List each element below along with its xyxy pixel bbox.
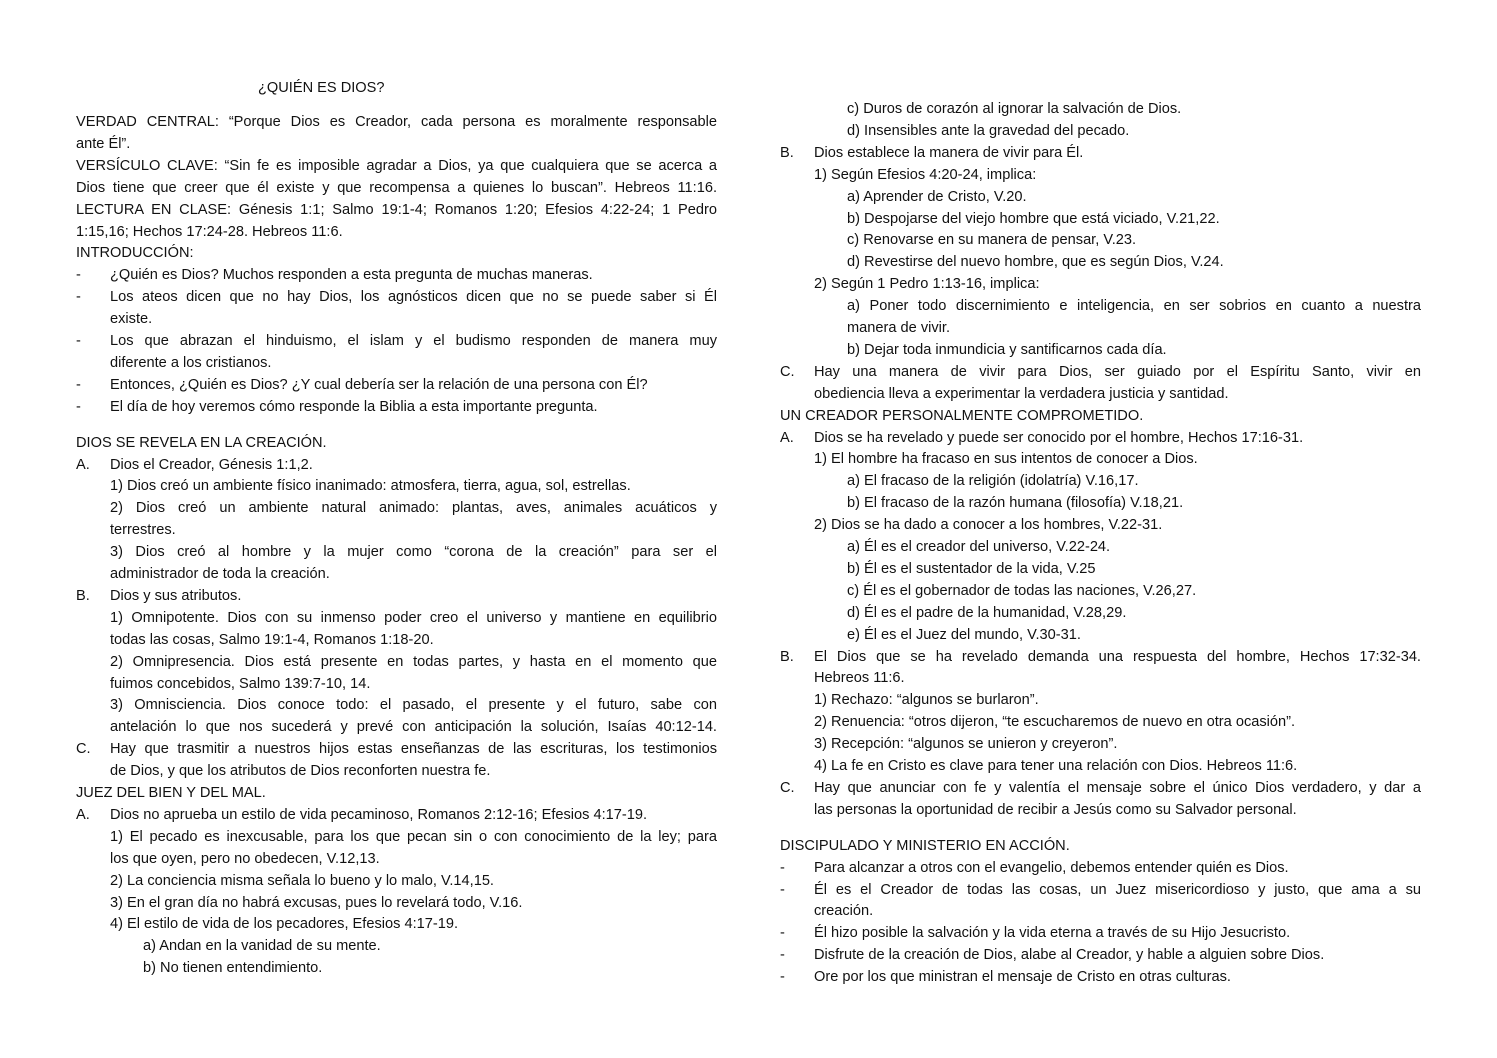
text-line [780, 274, 1421, 295]
text-line [76, 761, 717, 782]
line-text: 3) Recepción: “algunos se unieron y creyeron”. [814, 736, 1118, 753]
text-line [780, 143, 1421, 164]
text-line [76, 827, 717, 848]
text-line [76, 652, 717, 673]
text-line [76, 630, 717, 651]
list-marker: - [780, 969, 785, 986]
text-line [76, 222, 717, 243]
line-text: VERDAD CENTRAL: “Porque Dios es Creador, cada persona es moralmente responsable [76, 114, 717, 130]
text-line [76, 156, 717, 177]
line-text: 3) En el gran día no habrá excusas, pues lo revelará todo, V.16. [110, 894, 523, 911]
line-text: 1:15,16; Hechos 17:24-28. Hebreos 11:6. [76, 223, 343, 240]
line-text: Hebreos 11:6. [814, 670, 905, 687]
text-line [780, 712, 1421, 733]
text-line [780, 603, 1421, 624]
text-line [76, 433, 717, 454]
text-line [76, 520, 717, 541]
line-text: DIOS SE REVELA EN LA CREACIÓN. [76, 434, 327, 451]
list-marker: - [76, 289, 81, 306]
line-text: 1) El hombre ha fracaso en sus intentos de conocer a Dios. [814, 451, 1198, 468]
text-line [76, 958, 717, 979]
line-text: DISCIPULADO Y MINISTERIO EN ACCIÓN. [780, 837, 1070, 854]
text-line [780, 581, 1421, 602]
list-marker: - [76, 333, 81, 349]
line-text: Los que abrazan el hinduismo, el islam y el budismo responden de manera muy [110, 333, 717, 349]
list-marker: - [76, 398, 81, 415]
text-line [76, 455, 717, 476]
text-line [780, 318, 1421, 339]
list-marker: A. [76, 806, 90, 823]
line-text: las personas la oportunidad de recibir a Jesús como su Salvador personal. [814, 801, 1297, 818]
list-marker: A. [76, 456, 90, 473]
text-line [76, 542, 717, 563]
text-line [76, 112, 717, 133]
line-text: de Dios, y que los atributos de Dios reconforten nuestra fe. [110, 763, 491, 780]
line-text: b) El fracaso de la razón humana (filosofía) V.18,21. [847, 495, 1184, 512]
line-text: fuimos concebidos, Salmo 139:7-10, 14. [110, 675, 371, 692]
line-text: a) Él es el creador del universo, V.22-24. [847, 539, 1111, 555]
line-text: a) Poner todo discernimiento e inteligencia, en ser sobrios en cuanto a nuestra [847, 298, 1421, 315]
list-marker: - [76, 267, 81, 284]
line-text: manera de vivir. [847, 320, 951, 336]
line-text: Hay que anunciar con fe y valentía el mensaje sobre el único Dios verdadero, y dar a [814, 779, 1421, 796]
list-marker: - [780, 859, 785, 876]
text-line [780, 647, 1421, 668]
text-line [780, 945, 1421, 966]
line-text: Ore por los que ministran el mensaje de Cristo en otras culturas. [814, 969, 1231, 986]
list-marker: B. [780, 648, 794, 665]
text-line [76, 893, 717, 914]
page-title: ¿QUIÉN ES DIOS? [258, 80, 385, 96]
text-line [76, 375, 717, 396]
line-text: 2) Dios se ha dado a conocer a los hombres, V.22-31. [814, 517, 1163, 534]
text-line [76, 695, 717, 716]
line-text: c) Renovarse en su manera de pensar, V.23. [847, 232, 1137, 249]
line-text: 1) Dios creó un ambiente físico inanimado: atmosfera, tierra, agua, sol, estrellas. [110, 478, 631, 495]
text-line [780, 800, 1421, 821]
line-text: creación. [814, 903, 874, 920]
line-text: antelación lo que nos sucederá y prevé con anticipación la solución, Isaías 40:12-14. [110, 719, 717, 736]
text-line [780, 668, 1421, 689]
line-text: 2) Omnipresencia. Dios está presente en todas partes, y hasta en el momento que [110, 653, 717, 670]
text-line [76, 871, 717, 892]
text-line [780, 99, 1421, 120]
line-text: d) Revestirse del nuevo hombre, que es según Dios, V.24. [847, 254, 1224, 271]
text-line [780, 734, 1421, 755]
text-line [780, 537, 1421, 558]
text-line [780, 187, 1421, 208]
text-line [780, 923, 1421, 944]
line-text: a) Andan en la vanidad de su mente. [143, 938, 381, 955]
line-text: Disfrute de la creación de Dios, alabe al Creador, y hable a alguien sobre Dios. [814, 947, 1325, 964]
line-text: d) Él es el padre de la humanidad, V.28,29. [847, 604, 1127, 621]
text-line [780, 296, 1421, 317]
text-line [780, 209, 1421, 230]
text-line [780, 449, 1421, 470]
text-line [780, 362, 1421, 383]
text-line [780, 406, 1421, 427]
line-text: Dios no aprueba un estilo de vida pecaminoso, Romanos 2:12-16; Efesios 4:17-19. [110, 806, 648, 823]
text-line [76, 476, 717, 497]
text-line [76, 849, 717, 870]
line-text: Los ateos dicen que no hay Dios, los agnósticos dicen que no se puede saber si Él [110, 289, 717, 306]
text-line [780, 836, 1421, 857]
line-text: Dios establece la manera de vivir para Él. [814, 144, 1084, 161]
text-line [780, 625, 1421, 646]
line-text: Dios tiene que creer que él existe y que recompensa a quienes lo buscan”. Hebreos 11:16. [76, 179, 717, 196]
text-line [76, 739, 717, 760]
text-line [76, 200, 717, 221]
line-text: INTRODUCCIÓN: [76, 245, 194, 262]
list-marker: C. [76, 741, 91, 758]
text-line [780, 471, 1421, 492]
line-text: 1) Omnipotente. Dios con su inmenso poder creo el universo y mantiene en equilibrio [110, 609, 717, 626]
line-text: obediencia lleva a experimentar la verdadera justicia y santidad. [814, 385, 1229, 402]
text-line [780, 428, 1421, 449]
text-line [780, 165, 1421, 186]
text-line [76, 243, 717, 264]
line-text: existe. [110, 311, 153, 328]
text-line [76, 265, 717, 286]
list-marker: - [780, 925, 785, 942]
text-line [76, 783, 717, 804]
list-marker: - [76, 376, 81, 393]
text-line [76, 287, 717, 308]
text-line [780, 230, 1421, 251]
text-line [76, 674, 717, 695]
line-text: JUEZ DEL BIEN Y DEL MAL. [76, 785, 266, 801]
line-text: b) No tienen entendimiento. [143, 960, 323, 977]
line-text: b) Dejar toda inmundicia y santificarnos cada día. [847, 341, 1167, 358]
line-text: 2) Según 1 Pedro 1:13-16, implica: [814, 276, 1040, 293]
line-text: 3) Omnisciencia. Dios conoce todo: el pasado, el presente y el futuro, sabe con [110, 697, 717, 714]
line-text: diferente a los cristianos. [110, 354, 272, 371]
line-text: UN CREADOR PERSONALMENTE COMPROMETIDO. [780, 407, 1144, 424]
text-line [76, 498, 717, 519]
line-text: Dios se ha revelado y puede ser conocido por el hombre, Hechos 17:16-31. [814, 429, 1304, 446]
text-line [780, 493, 1421, 514]
line-text: LECTURA EN CLASE: Génesis 1:1; Salmo 19:1-4; Romanos 1:20; Efesios 4:22-24; 1 Pedro [76, 201, 717, 218]
line-text: a) Aprender de Cristo, V.20. [847, 188, 1027, 205]
text-line [780, 559, 1421, 580]
text-line [780, 778, 1421, 799]
text-line [76, 397, 717, 418]
line-text: Hay una manera de vivir para Dios, ser guiado por el Espíritu Santo, vivir en [814, 363, 1421, 380]
text-line [76, 717, 717, 738]
line-text: Hay que trasmitir a nuestros hijos estas enseñanzas de las escrituras, los testimonios [110, 741, 717, 758]
text-line [780, 340, 1421, 361]
text-line [780, 690, 1421, 711]
text-line [76, 608, 717, 629]
line-text: e) Él es el Juez del mundo, V.30-31. [847, 626, 1081, 643]
text-line [780, 967, 1421, 988]
text-line [76, 914, 717, 935]
text-line [76, 353, 717, 374]
line-text: Él es el Creador de todas las cosas, un Juez misericordioso y justo, que ama a su [814, 881, 1421, 898]
text-line [780, 880, 1421, 901]
line-text: b) Él es el sustentador de la vida, V.25 [847, 560, 1096, 577]
text-line [780, 756, 1421, 777]
text-line [76, 134, 717, 155]
line-text: a) El fracaso de la religión (idolatría) V.16,17. [847, 473, 1139, 490]
line-text: d) Insensibles ante la gravedad del pecado. [847, 122, 1130, 139]
text-line [76, 936, 717, 957]
list-marker: - [780, 947, 785, 964]
line-text: 3) Dios creó al hombre y la mujer como “corona de la creación” para ser el [110, 544, 717, 561]
line-text: todas las cosas, Salmo 19:1-4, Romanos 1:18-20. [110, 631, 434, 648]
line-text: El día de hoy veremos cómo responde la Biblia a esta importante pregunta. [110, 398, 598, 415]
text-line [76, 178, 717, 199]
line-text: Él hizo posible la salvación y la vida eterna a través de su Hijo Jesucristo. [814, 925, 1291, 942]
line-text: los que oyen, pero no obedecen, V.12,13. [110, 850, 380, 867]
line-text: 4) La fe en Cristo es clave para tener una relación con Dios. Hebreos 11:6. [814, 758, 1298, 774]
line-text: administrador de toda la creación. [110, 566, 330, 582]
text-line [780, 121, 1421, 142]
line-text: Entonces, ¿Quién es Dios? ¿Y cual debería ser la relación de una persona con Él? [110, 376, 648, 393]
line-text: 1) Según Efesios 4:20-24, implica: [814, 166, 1037, 183]
line-text: 2) Renuencia: “otros dijeron, “te escucharemos de nuevo en otra ocasión”. [814, 714, 1296, 731]
line-text: 4) El estilo de vida de los pecadores, Efesios 4:17-19. [110, 916, 459, 933]
line-text: c) Duros de corazón al ignorar la salvación de Dios. [847, 101, 1182, 117]
line-text: Para alcanzar a otros con el evangelio, debemos entender quién es Dios. [814, 859, 1289, 876]
text-line [76, 805, 717, 826]
list-marker: A. [780, 429, 794, 446]
list-marker: C. [780, 779, 795, 796]
list-marker: - [780, 881, 785, 898]
text-line [780, 384, 1421, 405]
line-text: terrestres. [110, 522, 176, 539]
line-text: 2) Dios creó un ambiente natural animado: plantas, aves, animales acuáticos y [110, 500, 717, 517]
text-line [780, 858, 1421, 879]
line-text: Dios y sus atributos. [110, 587, 242, 604]
text-line [76, 564, 717, 585]
line-text: b) Despojarse del viejo hombre que está viciado, V.21,22. [847, 210, 1220, 227]
list-marker: B. [780, 144, 794, 161]
line-text: VERSÍCULO CLAVE: “Sin fe es imposible agradar a Dios, ya que cualquiera que se acerca a [76, 157, 717, 174]
list-marker: B. [76, 587, 90, 604]
line-text: Dios el Creador, Génesis 1:1,2. [110, 456, 313, 473]
line-text: c) Él es el gobernador de todas las naciones, V.26,27. [847, 582, 1197, 599]
line-text: ante Él”. [76, 135, 131, 152]
line-text: El Dios que se ha revelado demanda una respuesta del hombre, Hechos 17:32-34. [814, 648, 1421, 665]
line-text: 1) El pecado es inexcusable, para los que pecan sin o con conocimiento de la ley; para [110, 828, 717, 845]
text-line [780, 515, 1421, 536]
text-line [76, 309, 717, 330]
text-line [76, 331, 717, 352]
text-line [780, 901, 1421, 922]
text-line [780, 252, 1421, 273]
line-text: ¿Quién es Dios? Muchos responden a esta pregunta de muchas maneras. [110, 267, 593, 284]
line-text: 1) Rechazo: “algunos se burlaron”. [814, 692, 1039, 709]
text-line [76, 586, 717, 607]
line-text: 2) La conciencia misma señala lo bueno y lo malo, V.14,15. [110, 872, 494, 889]
list-marker: C. [780, 363, 795, 380]
